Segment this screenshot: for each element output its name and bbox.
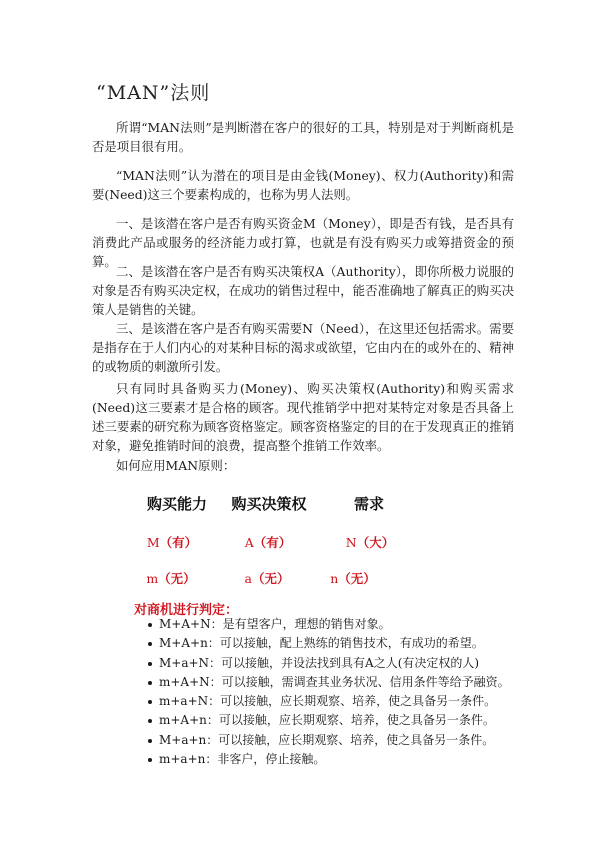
bullet-icon	[148, 662, 152, 666]
paragraph-how-to-apply: 如何应用MAN原则：	[116, 458, 236, 473]
judgement-list	[148, 615, 510, 769]
header-decision-authority: 购买决策权	[231, 495, 307, 513]
list-item: M+a+n：可以接触，应长期观察、培养，使之具备另一条件。	[148, 731, 510, 750]
paragraph-intro: 所谓“MAN法则”是判断潜在客户的很好的工具，特别是对于判断商机是否是项目很有用。	[92, 120, 514, 154]
bullet-icon	[148, 739, 152, 743]
man-table-header	[0, 493, 600, 517]
bullet-icon	[148, 642, 152, 646]
man-table-high-row	[0, 533, 600, 557]
paragraph-need: 三、是该潜在客户是否有购买需要N（Need），在这里还包括需求。需要是指存在于人们内心的对某种目标的渴求或欲望，它由内在的或外在的、精神的或物质的刺激所引发。	[92, 321, 514, 374]
bullet-icon	[148, 758, 152, 762]
paragraph-authority: 二、是该潜在客户是否有购买决策权A（Authority），即你所极力说服的对象是否有购买决定权，在成功的销售过程中，能否准确地了解真正的购买决策人是销售的关键。	[92, 264, 514, 317]
list-item: M+A+n：可以接触，配上熟练的销售技术，有成功的希望。	[148, 634, 510, 653]
list-item: m+A+N：可以接触，需调查其业务状况、信用条件等给予融资。	[148, 673, 510, 692]
list-item: M+a+N：可以接触，并设法找到具有A之人(有决定权的人)	[148, 654, 510, 673]
high-need-cell: N（大）	[345, 535, 395, 550]
list-item: M+A+N：是有望客户，理想的销售对象。	[148, 615, 510, 634]
page-title: “MAN”法则	[96, 82, 211, 104]
list-item: m+a+n：非客户，停止接触。	[148, 750, 510, 769]
man-table-low-row	[0, 569, 600, 593]
paragraph-definition: “MAN法则”认为潜在的项目是由金钱(Money)、权力(Authority)和需要(Need)这三个要素构成的，也称为男人法则。	[92, 168, 514, 202]
low-authority-cell: a（无）	[244, 571, 290, 586]
header-purchasing-power: 购买能力	[146, 495, 208, 513]
low-need-cell: n（无）	[330, 571, 376, 586]
paragraph-qualification: 只有同时具备购买力(Money)、购买决策权(Authority)和购买需求(Need)这三要素才是合格的顾客。现代推销学中把对某特定对象是否具备上述三要素的研究称为顾客资格鉴定。顾客资格鉴定的目的在于发现真正的推销对象，避免推销时间的浪费，提高整个推销工作效率。	[92, 381, 514, 453]
judgement-title: 对商机进行判定：	[134, 603, 239, 618]
low-money-cell: m（无）	[146, 571, 196, 586]
high-money-cell: M（有）	[146, 535, 198, 550]
bullet-icon	[148, 719, 152, 723]
bullet-icon	[148, 623, 152, 627]
paragraph-money: 一、是该潜在客户是否有购买资金M（Money），即是否有钱，是否具有消费此产品或服务的经济能力或打算，也就是有没有购买力或筹措资金的预算。	[92, 216, 514, 269]
list-item: m+a+N：可以接触，应长期观察、培养，使之具备另一条件。	[148, 692, 510, 711]
high-authority-cell: A（有）	[244, 535, 292, 550]
bullet-icon	[148, 700, 152, 704]
bullet-icon	[148, 681, 152, 685]
header-need: 需求	[353, 495, 385, 513]
list-item: m+A+n：可以接触，应长期观察、培养，使之具备另一条件。	[148, 711, 510, 730]
